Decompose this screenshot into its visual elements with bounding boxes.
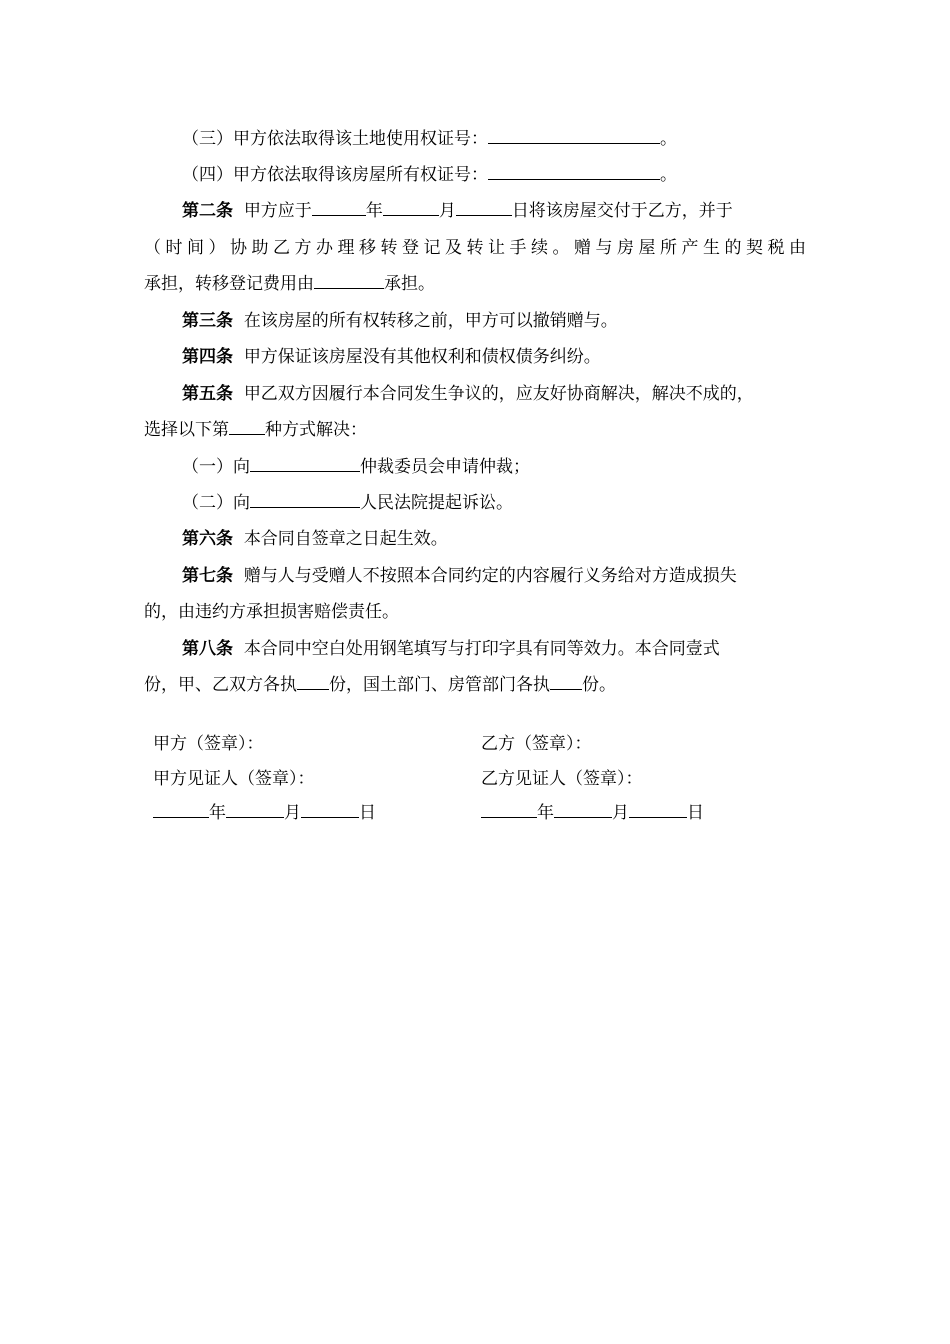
clause-item-3-text: （三）甲方依法取得该土地使用权证号： — [182, 129, 488, 149]
article-4-heading: 第四条 — [182, 347, 233, 367]
delivery-month-blank[interactable] — [383, 199, 439, 216]
article-2-line-1 — [182, 199, 733, 223]
article-2-text-d: 承担。 — [384, 274, 435, 294]
article-4-text: 甲方保证该房屋没有其他权利和债权债务纠纷。 — [243, 347, 601, 367]
article-5-line-2 — [144, 418, 367, 442]
article-8-text-c: 份，国土部门、房管部门各执 — [329, 675, 550, 695]
option-1-text-a: （一）向 — [182, 457, 250, 477]
article-7-text: 赠与人与受赠人不按照本合同约定的内容履行义务给对方造成损失 — [243, 566, 737, 586]
party-copies-blank[interactable] — [297, 673, 329, 690]
article-2-line-2: （时间）协助乙方办理移转登记及转让手续。赠与房屋所产生的契税由 — [144, 238, 806, 258]
article-6-text: 本合同自签章之日起生效。 — [243, 529, 448, 549]
article-8-line-1 — [182, 637, 720, 661]
option-2-text-b: 人民法院提起诉讼。 — [360, 493, 513, 513]
party-a-signature-label: 甲方（签章）： — [153, 734, 264, 754]
department-copies-blank[interactable] — [550, 673, 582, 690]
party-a-year-label: 年 — [209, 803, 226, 823]
dispute-option-blank[interactable] — [229, 418, 265, 435]
witness-a-signature-label: 甲方见证人（签章）： — [153, 769, 315, 789]
party-b-day-blank[interactable] — [629, 801, 687, 818]
land-certificate-blank[interactable] — [488, 127, 660, 144]
article-8-text-b: 份，甲、乙双方各执 — [144, 675, 297, 695]
party-b-month-blank[interactable] — [554, 801, 612, 818]
article-4 — [182, 345, 601, 369]
article-2-month-label: 月 — [438, 201, 456, 221]
arbitration-committee-blank[interactable] — [250, 455, 360, 472]
article-2-line-3 — [144, 272, 435, 296]
party-a-date — [153, 801, 376, 825]
article-3-text: 在该房屋的所有权转移之前，甲方可以撤销赠与。 — [243, 311, 618, 331]
party-b-date — [481, 801, 704, 825]
party-a-year-blank[interactable] — [153, 801, 209, 818]
article-5-option-2 — [182, 491, 513, 515]
article-8-text-d: 份。 — [582, 675, 616, 695]
article-5-option-1 — [182, 455, 530, 479]
article-5-text-c: 种方式解决： — [265, 420, 367, 440]
party-a-day-blank[interactable] — [301, 801, 359, 818]
party-b-year-label: 年 — [537, 803, 554, 823]
party-a-day-label: 日 — [359, 803, 376, 823]
witness-b-signature-label: 乙方见证人（签章）： — [481, 769, 643, 789]
delivery-year-blank[interactable] — [312, 199, 366, 216]
party-b-month-label: 月 — [612, 803, 629, 823]
court-blank[interactable] — [250, 491, 360, 508]
article-2-text-c: 承担，转移登记费用由 — [144, 274, 314, 294]
house-certificate-blank[interactable] — [488, 163, 660, 180]
option-1-text-b: 仲裁委员会申请仲裁； — [360, 457, 530, 477]
article-7-line-1 — [182, 564, 737, 588]
clause-item-4-end: 。 — [660, 165, 677, 185]
article-2-heading: 第二条 — [182, 201, 233, 221]
article-5-line-1 — [182, 382, 754, 406]
party-b-day-label: 日 — [687, 803, 704, 823]
article-6 — [182, 527, 448, 551]
registration-fee-payer-blank[interactable] — [314, 272, 384, 289]
article-2-text-b: 日将该房屋交付于乙方，并于 — [511, 201, 733, 221]
article-8-heading: 第八条 — [182, 639, 233, 659]
party-b-signature-label: 乙方（签章）： — [481, 734, 592, 754]
article-5-heading: 第五条 — [182, 384, 233, 404]
article-3-heading: 第三条 — [182, 311, 233, 331]
party-a-month-label: 月 — [284, 803, 301, 823]
article-8-text: 本合同中空白处用钢笔填写与打印字具有同等效力。本合同壹式 — [243, 639, 720, 659]
article-2-year-label: 年 — [365, 201, 383, 221]
party-b-year-blank[interactable] — [481, 801, 537, 818]
article-7-heading: 第七条 — [182, 566, 233, 586]
delivery-day-blank[interactable] — [456, 199, 512, 216]
article-2-text-a: 甲方应于 — [243, 201, 312, 221]
clause-item-3-end: 。 — [660, 129, 677, 149]
article-3 — [182, 309, 618, 333]
article-8-line-2 — [144, 673, 616, 697]
article-5-text: 甲乙双方因履行本合同发生争议的，应友好协商解决，解决不成的， — [243, 384, 754, 404]
option-2-text-a: （二）向 — [182, 493, 250, 513]
article-7-line-2: 的，由违约方承担损害赔偿责任。 — [144, 602, 399, 622]
article-5-text-b: 选择以下第 — [144, 420, 229, 440]
clause-item-4 — [182, 163, 677, 187]
clause-item-3 — [182, 127, 677, 151]
article-6-heading: 第六条 — [182, 529, 233, 549]
party-a-month-blank[interactable] — [226, 801, 284, 818]
clause-item-4-text: （四）甲方依法取得该房屋所有权证号： — [182, 165, 488, 185]
